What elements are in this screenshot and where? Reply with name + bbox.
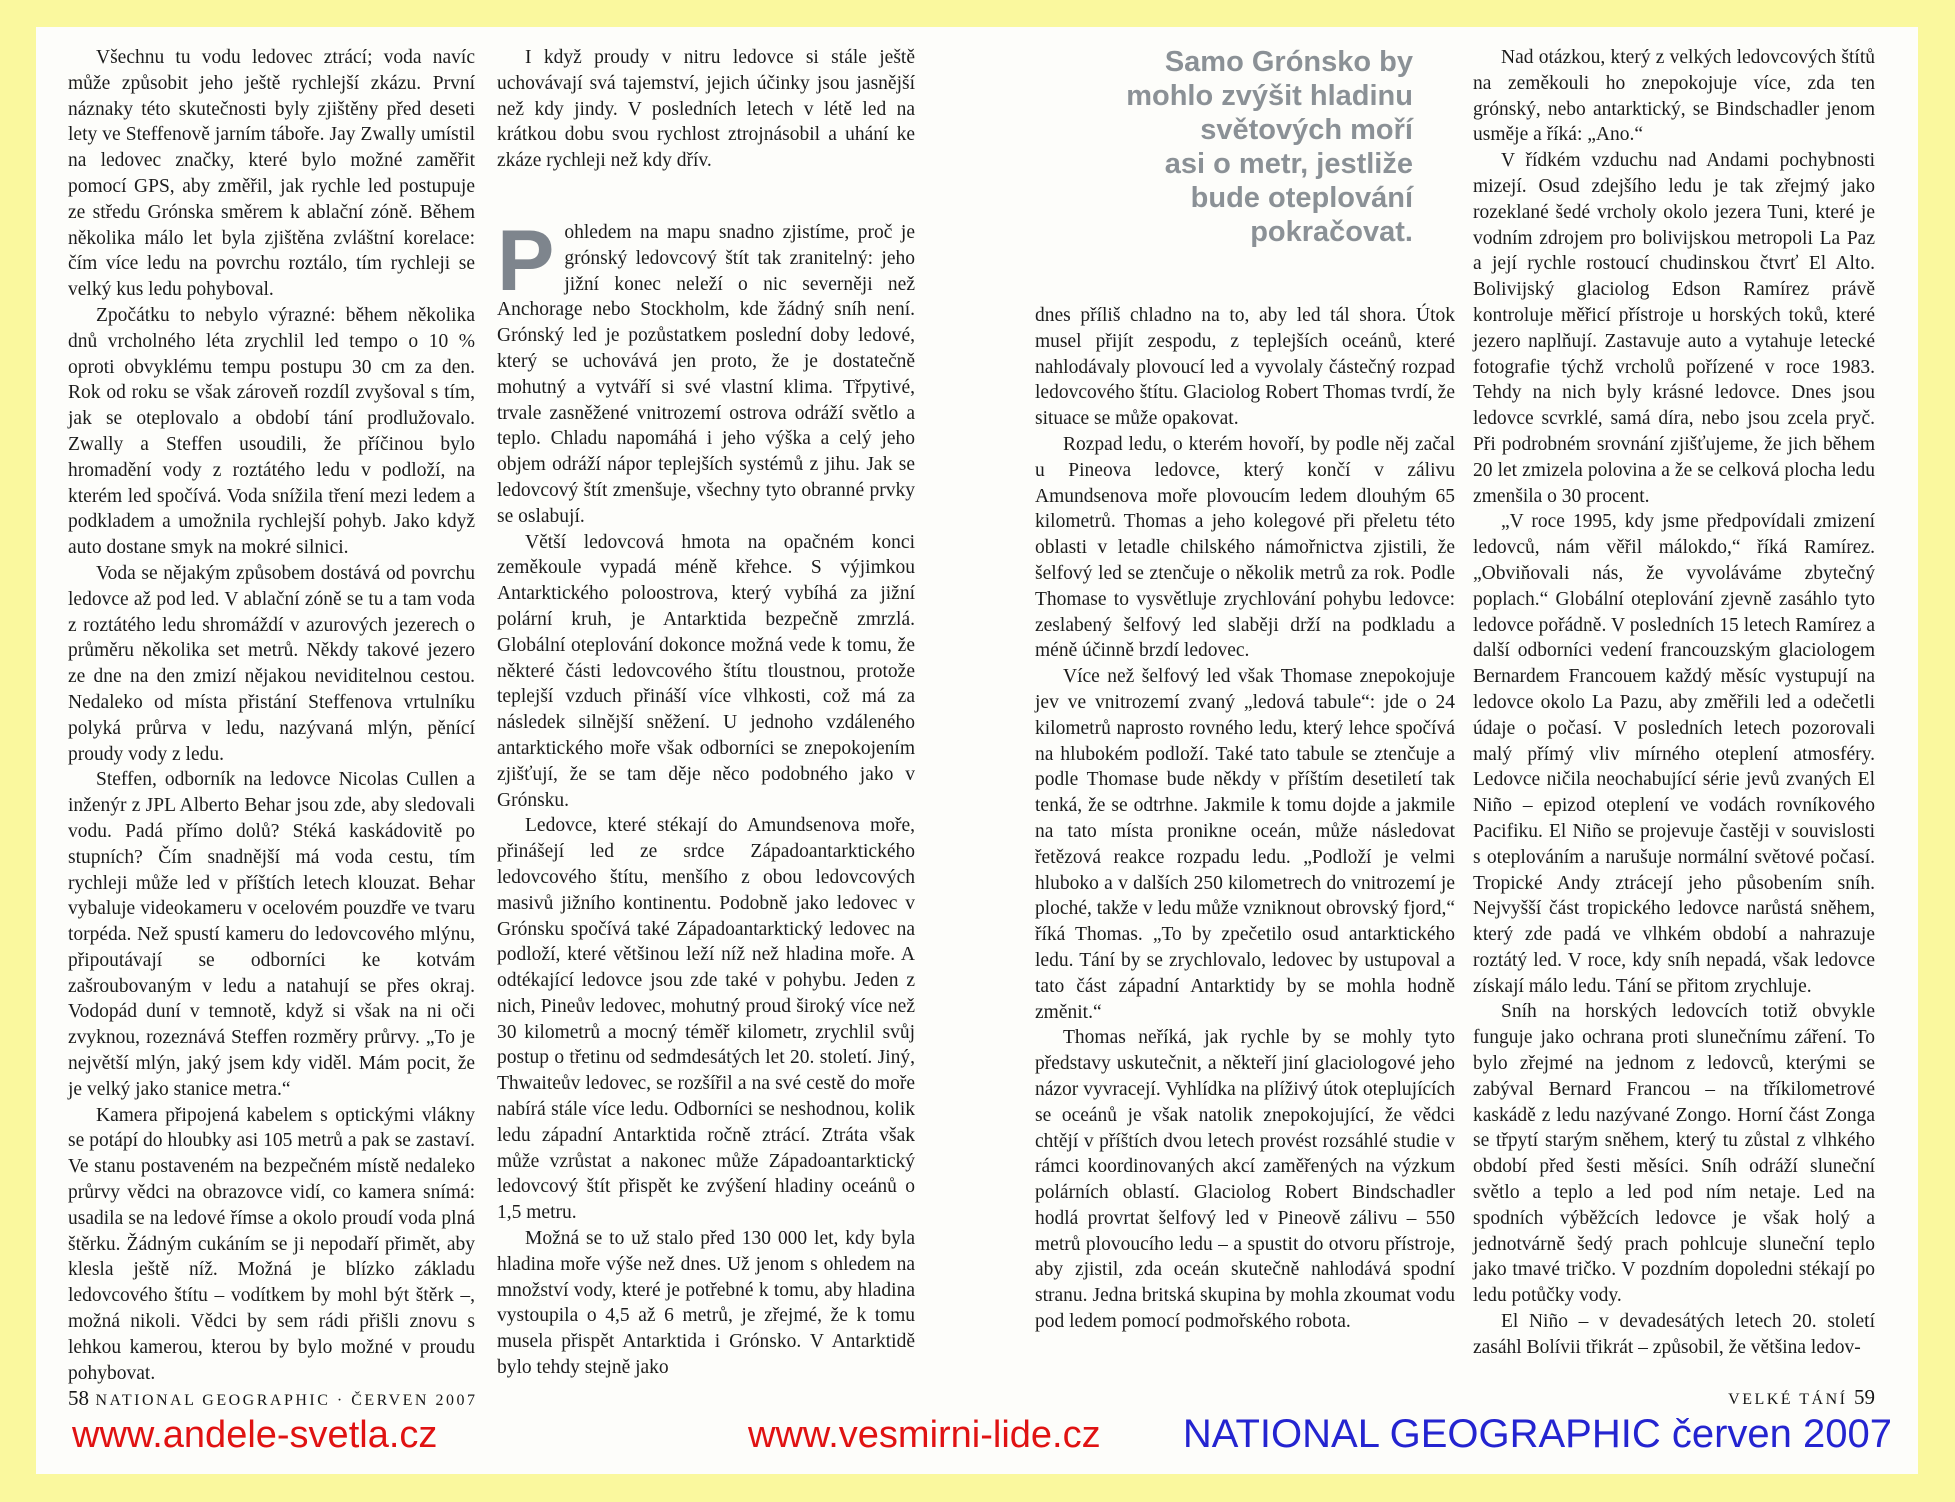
article-paragraph-continuation: dnes příliš chladno na to, aby led tál shora. Útok musel přijít zespodu, z teplejších oceánů, které nahlodávaly plovoucí led a vyvolaly částečný rozpad ledovcového štítu. Glaciolog Robert Thomas tvrdí, že situace se může opakovat. <box>1035 305 1455 430</box>
article-paragraph: Steffen, odborník na ledovce Nicolas Cullen a inženýr z JPL Alberto Behar jsou zde, aby sledovali vodu. Padá přímo dolů? Stéká kaskádovitě po stupních? Čím snadnější má voda cestu, tím rychleji může led v příštích letech klouzat. Behar vybaluje videokameru v ocelovém pouzdře ve tvaru torpéda. Než spustí kameru do ledovcového mlýnu, připoutávají se odborníci ke kotvám zašroubovaným v ledu a natahují se přes okraj. Vodopád duní v temnotě, když si však na ni oči zvyknou, rozeznává Steffen rozměry průrvy. „To je největší mlýn, jaký jsem kdy viděl. Mám pocit, že je velký jako stanice metra.“ <box>68 769 475 1100</box>
page-number-59: 59 <box>1854 1385 1875 1409</box>
drop-cap-paragraph-text: ohledem na mapu snadno zjistíme, proč je grónský ledovcový štít tak zranitelný: jeho jižní konec neleží o nic severněji než Anchorage nebo Stockholm, kde žádný sníh není. Grónský led je pozůstatkem poslední doby ledové, který se uchovává jen proto, že je dostatečně mohutný a vytváří si své vlastní klima. Třpytivé, trvale zasněžené vnitrozemí ostrova odráží světlo a teplo. Chladu napomáhá i jeho výška a celý jeho objem odráží nápor teplejších systémů z jihu. Jak se ledovcový štít zmenšuje, všechny tyto obranné prvky se oslabují. <box>497 221 915 527</box>
article-paragraph: Více než šelfový led však Thomase znepokojuje jev ve vnitrozemí zvaný „ledová tabule“: jde o 24 kilometrů naprosto rovného ledu, který lehce spočívá na hlubokém podloží. Také tato tabule se ztenčuje a podle Thomase bude někdy v příštím desetiletí tak tenká, že se odtrhne. Jakmile k tomu dojde a jakmile na tato místa pronikne oceán, může následovat řetězová reakce rozpadu ledu. „Podloží je velmi hluboko a v dalších 250 kilometrech do vnitrozemí je ploché, takže v ledu může vzniknout obrovský fjord,“ říká Thomas. „To by zpečetilo osud antarktického ledu. Tání by se zrychlovalo, ledovec by ustupoval a tato část západní Antarktidy by se mohla hodně změnit.“ <box>1035 666 1455 1023</box>
article-paragraph: Voda se nějakým způsobem dostává od povrchu ledovce až pod led. V ablační zóně se tu a tam voda z roztátého ledu shromáždí v azurových jezerech o průměru několika set metrů. Někdy takové jezero ze dne na den zmizí nějakou neviditelnou cestou. Nedaleko od místa přistání Steffenova vrtulníku polyká průrva v ledu, nazývaná mlýn, pěnící proudy vody z ledu. <box>68 562 475 765</box>
drop-cap-letter: P <box>497 212 555 309</box>
article-paragraph: Nad otázkou, který z velkých ledovcových štítů na zeměkouli ho znepokojuje více, zda ten grónský, nebo antarktický, se Bindschadler jenom usměje a říká: „Ano.“ <box>1473 47 1875 146</box>
article-paragraph: Všechnu tu vodu ledovec ztrácí; voda navíc může způsobit jeho ještě rychlejší zkázu. První náznaky této skutečnosti byly zjištěny před deseti lety ve Steffenově jarním táboře. Jay Zwally umístil na ledovec značky, které bylo možné zaměřit pomocí GPS, aby změřil, jak rychle led postupuje ze středu Grónska směrem k ablační zóně. Během několika málo let byla zjištěna zvláštní korelace: čím více ledu na povrchu roztálo, tím rychleji se velký kus ledu pohyboval. <box>68 47 475 301</box>
folio-right <box>1473 1385 1875 1410</box>
article-paragraph: Možná se to už stalo před 130 000 let, kdy byla hladina moře výše než dnes. Už jenom s ohledem na množství vody, které je potřebné k tomu, aby hladina vystoupila o 4,5 až 6 metrů, je zřejmé, že k tomu musela přispět Antarktida i Grónsko. V Antarktidě bylo tehdy stejně jako <box>497 1228 915 1379</box>
folio-left-label: NATIONAL GEOGRAPHIC · ČERVEN 2007 <box>95 1392 478 1409</box>
article-column-3 <box>1035 45 1455 1335</box>
pull-quote-line: mohlo zvýšit hladinu <box>1126 80 1413 112</box>
drop-cap-paragraph <box>497 212 915 530</box>
article-paragraph: Rozpad ledu, o kterém hovoří, by podle něj začal u Pineova ledovce, který končí v zálivu Amundsenova moře plovoucím ledem dlouhým 65 kilometrů. Thomas a jeho kolegové při přeletu této oblasti v letadle chilského námořnictva zjistili, že šelfový led se ztenčuje o několik metrů za rok. Podle Thomase to vysvětluje zrychlování pohybu ledovce: zeslabený šelfový led slaběji drží na podkladu a méně účinně brzdí ledovec. <box>1035 433 1455 662</box>
watermark-url-vesmirni-lide: www.vesmirni-lide.cz <box>748 1414 1101 1456</box>
article-paragraph: Thomas neříká, jak rychle by se mohly tyto představy uskutečnit, a někteří jiní glaciologové jeho názor vyvracejí. Vyhlídka na plíživý útok oteplujících se oceánů je však natolik znepokojující, že vědci chtějí v příštích dvou letech provést rozsáhlé studie v rámci koordinovaných akcí zaměřených na výzkum polárních oblastí. Glaciolog Robert Bindschadler hodlá provrtat šelfový led v Pineově zálivu – 550 metrů plovoucího ledu – a spustit do otvoru přístroje, aby zjistil, zda oceán skutečně nahlodává spodní stranu. Jedna britská skupina by mohla zkoumat vodu pod ledem pomocí podmořského robota. <box>1035 1027 1455 1333</box>
pull-quote-line: pokračovat. <box>1250 216 1413 248</box>
folio-left <box>68 1386 477 1411</box>
article-paragraph: Sníh na horských ledovcích totiž obvykle funguje jako ochrana proti slunečnímu záření. To bylo zřejmé na jednom z ledovců, kterými se zabýval Bernard Francou – na tříkilometrové kaskádě z ledu nazývané Zongo. Horní část Zonga se třpytí starým sněhem, který tu zůstal z vlhkého období před šesti měsíci. Sníh odráží sluneční světlo a teplo a led pod ním netaje. Led na spodních výběžcích ledovce je však holý a jednotvárně šedý prach pohlcuje sluneční teplo jako tmavé tričko. V pozdním dopoledni stékají po ledu potůčky vody. <box>1473 1001 1875 1307</box>
article-paragraph: El Niño – v devadesátých letech 20. století zasáhl Bolívii třikrát – způsobil, že většina ledov- <box>1473 1311 1875 1358</box>
watermark-ng-credit: NATIONAL GEOGRAPHIC červen 2007 <box>1182 1412 1892 1456</box>
article-column-1 <box>68 45 475 1386</box>
watermark-url-andele-svetla: www.andele-svetla.cz <box>72 1414 438 1456</box>
pull-quote-line: světových moří <box>1200 114 1413 146</box>
article-paragraph: Větší ledovcová hmota na opačném konci zeměkoule vypadá méně křehce. S výjimkou Antarktického poloostrova, který vybíhá za jižní polární kruh, je Antarktida bezpečně zmrzlá. Globální oteplování dokonce možná vede k tomu, že některé části ledovcového štítu tloustnou, protože teplejší vzduch přináší více vlhkosti, což má za následek silnější sněžení. U jednoho vzdáleného antarktického moře však odborníci se znepokojením zjišťují, že se tam děje něco podobného jako v Grónsku. <box>497 531 915 811</box>
article-paragraph: Zpočátku to nebylo výrazné: během několika dnů vrcholného léta zrychlil led tempo o 10 % oproti obvyklému tempu postupu 30 cm za den. Rok od roku se však zároveň rozdíl zvyšoval s tím, jak se oteplovalo a období tání prodlužovalo. Zwally a Steffen usoudili, že příčinou bylo hromadění vody z roztátého ledu v podloží, na kterém led spočívá. Voda snížila tření mezi ledem a podkladem a umožnila rychlejší pohyb. Jako když auto dostane smyk na mokré silnici. <box>68 304 475 559</box>
article-column-4 <box>1473 45 1875 1361</box>
pull-quote-line: Samo Grónsko by <box>1164 46 1413 78</box>
article-paragraph: Ledovce, které stékají do Amundsenova moře, přinášejí led ze srdce Západoantarktického ledovcového štítu, menšího z obou ledovcových masivů jižního kontinentu. Podobně jako ledovec v Grónsku spočívá také Západoantarktický ledovec na podloží, které většinou leží níž než hladina moře. A odtékající ledovce jsou zde také v pohybu. Jeden z nich, Pineův ledovec, mohutný proud široký více než 30 kilometrů a mocný téměř kilometr, zrychlil svůj postup o třetinu od sedmdesátých let 20. století. Jiný, Thwaiteův ledovec, se rozšířil a na své cestě do moře nabírá stále více ledu. Odborníci se neshodnou, kolik ledu západní Antarktida ročně ztrácí. Ztráta však může vzrůstat a nakonec může Západoantarktický ledovcový štít přispět ke zvýšení hladiny oceánů o 1,5 metru. <box>497 815 915 1224</box>
article-column-2 <box>497 45 915 1381</box>
pull-quote-line: asi o metr, jestliže <box>1164 148 1413 180</box>
page-number-58: 58 <box>68 1386 89 1410</box>
article-paragraph: V řídkém vzduchu nad Andami pochybnosti mizejí. Osud zdejšího ledu je tak zřejmý jako rozeklané šedé vrcholy okolo jezera Tuni, které je vodním zdrojem pro bolivijskou metropoli La Paz a její rychle rostoucí chudinskou čtvrť El Alto. Bolivijský glaciolog Edson Ramírez právě kontroluje měřicí přístroje u horských toků, které jezero naplňují. Zastavuje auto a vytahuje letecké fotografie týchž vrcholů pořízené v roce 1983. Tehdy na nich byly krásné ledovce. Dnes jsou ledovce scvrklé, samá díra, nebo jsou zcela pryč. Při podrobném srovnání zjišťujeme, že jich během 20 let zmizela polovina a že se celková plocha ledu zmenšila o 30 procent. <box>1473 150 1875 507</box>
pull-quote-line: bude oteplování <box>1190 182 1413 214</box>
article-paragraph: Kamera připojená kabelem s optickými vlákny se potápí do hloubky asi 105 metrů a pak se zastaví. Ve stanu postaveném na bezpečném místě nedaleko průrvy vědci na obrazovce vidí, co kamera snímá: usadila se na ledové římse a okolo proudí voda plná štěrku. Žádným cukáním se ji nepodaří přimět, aby klesla ještě níž. Možná je blízko základu ledovcového štítu – vodítkem by mohl být štěrk –, možná nikoli. Vědci by sem rádi přišli znovu s lehkou kamerou, kterou by bylo možné v proudu pohybovat. <box>68 1104 475 1384</box>
section-intro-paragraph: I když proudy v nitru ledovce si stále ještě uchovávají svá tajemství, jejich účinky jsou jasnější než kdy jindy. V posledních letech v létě led na krátkou dobu svou rychlost ztrojnásobil a uhání ke zkáze rychleji než kdy dřív. <box>497 47 915 172</box>
pull-quote <box>1035 45 1455 249</box>
article-paragraph: „V roce 1995, kdy jsme předpovídali zmizení ledovců, nám věřil málokdo,“ říká Ramírez. „Obviňovali nás, že vyvoláváme zbytečný poplach.“ Globální oteplování zjevně zasáhlo tyto ledovce pořádně. V posledních 15 letech Ramírez a další odborníci vedení francouzským glaciologem Bernardem Francouem každý měsíc vystupují na ledovce okolo La Pazu, aby změřili led a odečetli údaje o počasí. V posledních letech pozorovali malý přímý vliv mírného oteplení atmosféry. Ledovce ničila neochabující série jevů zvaných El Niño – epizod oteplení ve vodách rovníkového Pacifiku. El Niño se projevuje častěji v souvislosti s oteplováním a narušuje normální světové počasí. Tropické Andy ztrácejí jeho působením sníh. Nejvyšší část tropického ledovce narůstá sněhem, který zde padá ve vlhkém období a nahrazuje roztátý led. V roce, kdy sníh nepadá, však ledovce získají málo ledu. Tání se přitom zrychluje. <box>1473 511 1875 997</box>
folio-right-label: VELKÉ TÁNÍ <box>1728 1391 1848 1408</box>
